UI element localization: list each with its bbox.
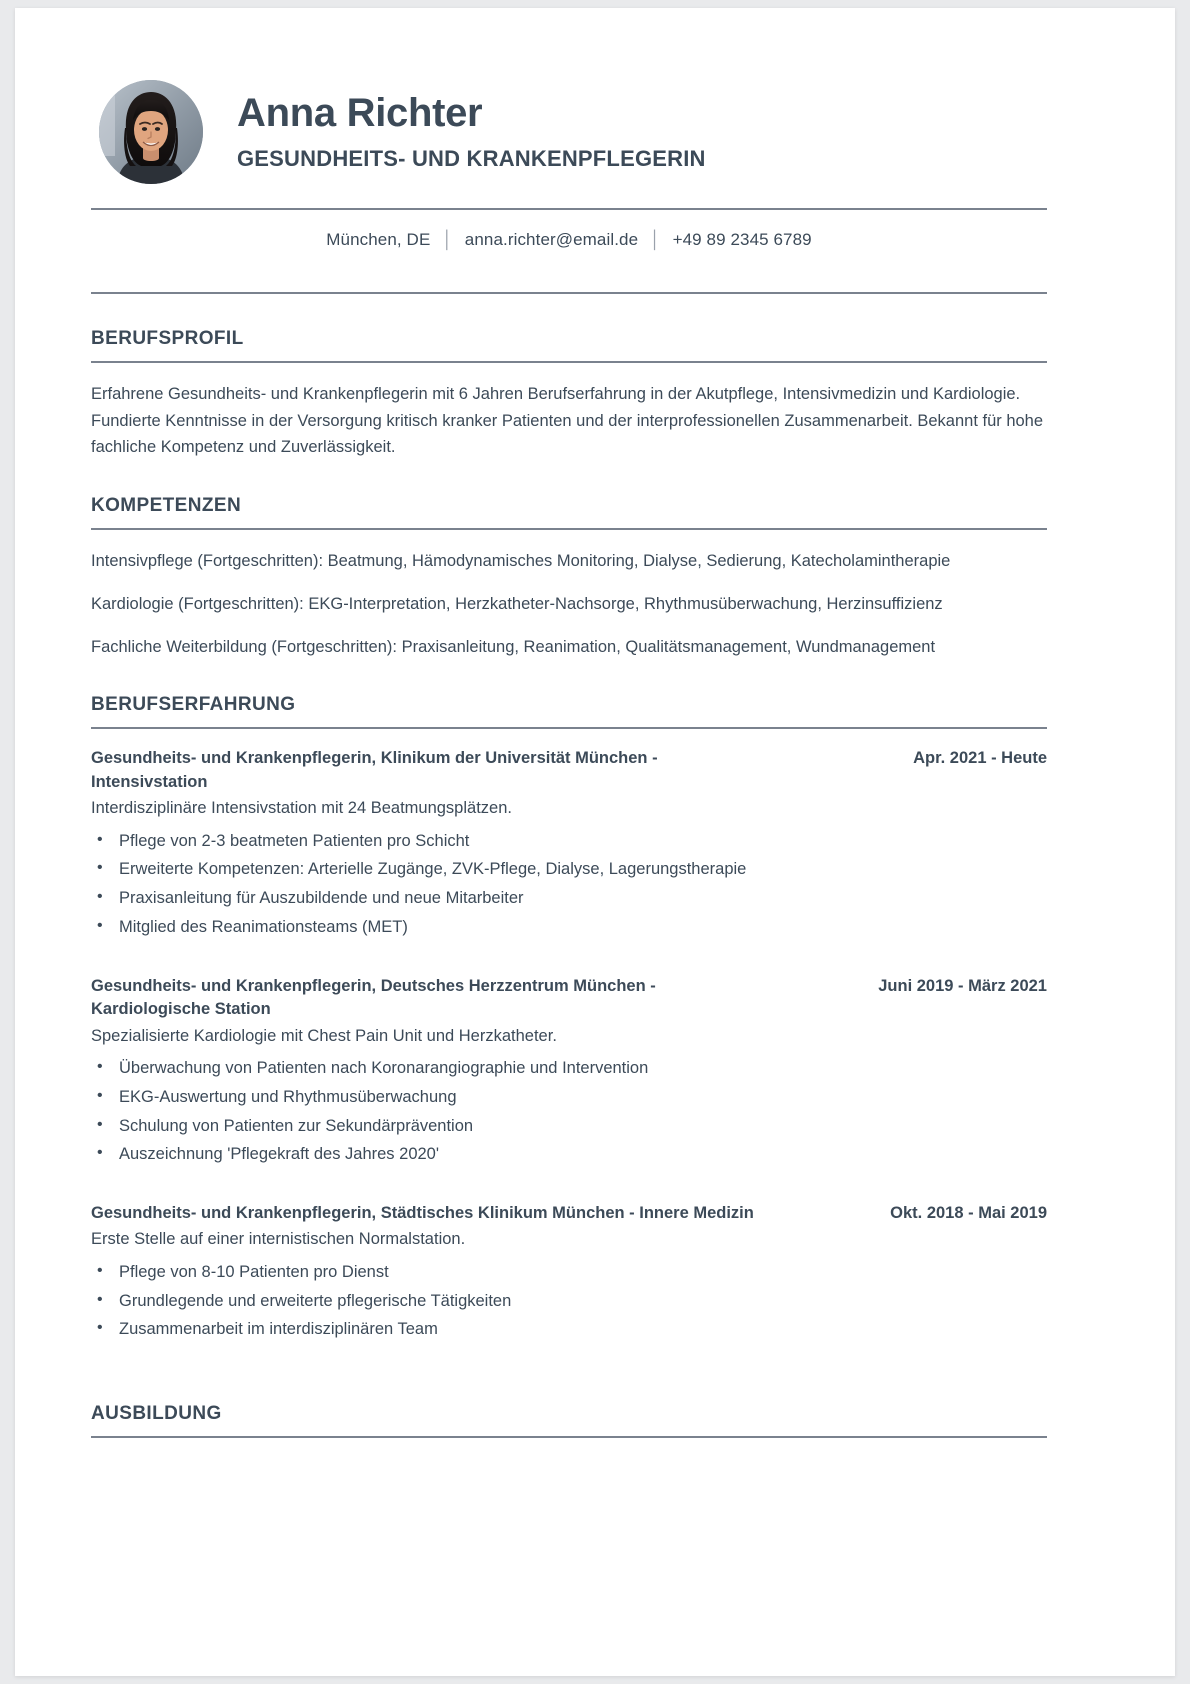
list-item bbox=[91, 915, 1047, 941]
bullet-icon: • bbox=[97, 916, 103, 934]
bullet-icon: • bbox=[97, 830, 103, 848]
bullet-icon: • bbox=[97, 888, 103, 906]
experience-dates: Okt. 2018 - Mai 2019 bbox=[890, 1204, 1047, 1222]
experience-description: Spezialisierte Kardiologie mit Chest Pain Unit und Herzkatheter. bbox=[91, 1026, 557, 1045]
experience-bullets bbox=[91, 1056, 1047, 1168]
list-item-text: EKG-Auswertung und Rhythmusüberwachung bbox=[119, 1087, 457, 1106]
experience-description: Interdisziplinäre Intensivstation mit 24 Beatmungsplätzen. bbox=[91, 799, 512, 818]
avatar bbox=[99, 80, 203, 184]
experience-bullets bbox=[91, 1260, 1047, 1343]
contact-location: München, DE bbox=[326, 230, 431, 249]
list-item-text: Auszeichnung 'Pflegekraft des Jahres 2020' bbox=[119, 1145, 440, 1164]
contact-separator-2: │ bbox=[650, 230, 661, 249]
list-item-text: Mitglied des Reanimationsteams (MET) bbox=[119, 917, 408, 936]
section-title-experience: BERUFSERFAHRUNG bbox=[91, 694, 296, 716]
list-item-text: Grundlegende und erweiterte pflegerische Tätigkeiten bbox=[119, 1291, 512, 1310]
resume-header bbox=[91, 80, 1047, 184]
contact-line bbox=[91, 210, 1047, 268]
experience-entry bbox=[91, 1202, 1047, 1343]
experience-entry-header bbox=[91, 1202, 1047, 1225]
skill-item: Intensivpflege (Fortgeschritten): Beatmung, Hämodynamisches Monitoring, Dialyse, Sedierung, Katecholamintherapie bbox=[91, 552, 951, 571]
resume-page bbox=[15, 8, 1175, 1676]
bullet-icon: • bbox=[97, 859, 103, 877]
list-item bbox=[91, 1056, 1047, 1082]
experience-role: Gesundheits- und Krankenpflegerin, Städtisches Klinikum München - Innere Medizin bbox=[91, 1204, 754, 1222]
experience-role: Gesundheits- und Krankenpflegerin, Deutsches Herzzentrum München - Kardiologische Station bbox=[91, 976, 656, 1019]
profile-text: Erfahrene Gesundheits- und Krankenpflegerin mit 6 Jahren Berufserfahrung in der Akutpflege, Intensivmedizin und Kardiologie. Fundierte Kenntnisse in der Versorgung kritisch kranker Patienten und der interprofessionellen Zusammenarbeit. Bekannt für hohe fachliche Kompetenz und Zuverlässigkeit. bbox=[91, 385, 1044, 457]
list-item-text: Praxisanleitung für Auszubildende und neue Mitarbeiter bbox=[119, 889, 524, 908]
list-item-text: Überwachung von Patienten nach Koronarangiographie und Intervention bbox=[119, 1059, 649, 1078]
list-item bbox=[91, 1289, 1047, 1315]
section-body-profile bbox=[91, 363, 1047, 461]
contact-phone[interactable]: +49 89 2345 6789 bbox=[672, 230, 812, 249]
bullet-icon: • bbox=[97, 1144, 103, 1162]
list-item-text: Erweiterte Kompetenzen: Arterielle Zugänge, ZVK-Pflege, Dialyse, Lagerungstherapie bbox=[119, 860, 747, 879]
experience-entry-header bbox=[91, 747, 1047, 794]
section-profile bbox=[91, 328, 1047, 461]
list-item bbox=[91, 1142, 1047, 1168]
list-item bbox=[91, 886, 1047, 912]
bullet-icon: • bbox=[97, 1319, 103, 1337]
contact-email[interactable]: anna.richter@email.de bbox=[464, 230, 639, 249]
section-education bbox=[91, 1403, 1047, 1438]
profile-photo-icon bbox=[99, 80, 203, 184]
experience-entry bbox=[91, 975, 1047, 1168]
bullet-icon: • bbox=[97, 1261, 103, 1279]
experience-role: Gesundheits- und Krankenpflegerin, Klinikum der Universität München - Intensivstation bbox=[91, 749, 658, 791]
experience-entry bbox=[91, 747, 1047, 940]
list-item-text: Pflege von 8-10 Patienten pro Dienst bbox=[119, 1262, 389, 1281]
bullet-icon: • bbox=[97, 1086, 103, 1104]
identity-block bbox=[237, 90, 706, 174]
list-item bbox=[91, 1260, 1047, 1286]
experience-entry-header bbox=[91, 975, 1047, 1022]
list-item bbox=[91, 1317, 1047, 1343]
bullet-icon: • bbox=[97, 1058, 103, 1076]
list-item bbox=[91, 1085, 1047, 1111]
list-item-text: Schulung von Patienten zur Sekundärprävention bbox=[119, 1116, 474, 1135]
experience-dates: Juni 2019 - März 2021 bbox=[878, 976, 1047, 995]
section-body-experience bbox=[91, 729, 1047, 1343]
skill-item: Fachliche Weiterbildung (Fortgeschritten): Praxisanleitung, Reanimation, Qualitätsmanagement, Wundmanagement bbox=[91, 637, 936, 656]
contact-separator-1: │ bbox=[442, 230, 453, 249]
experience-description: Erste Stelle auf einer internistischen Normalstation. bbox=[91, 1230, 466, 1249]
section-body-skills bbox=[91, 530, 1047, 660]
skill-item: Kardiologie (Fortgeschritten): EKG-Interpretation, Herzkatheter-Nachsorge, Rhythmusüberwachung, Herzinsuffizienz bbox=[91, 594, 943, 613]
list-item bbox=[91, 1114, 1047, 1140]
section-divider-education bbox=[91, 1436, 1047, 1438]
bullet-icon: • bbox=[97, 1290, 103, 1308]
bullet-icon: • bbox=[97, 1115, 103, 1133]
experience-bullets bbox=[91, 829, 1047, 941]
experience-dates: Apr. 2021 - Heute bbox=[913, 749, 1047, 768]
contact-divider bbox=[91, 292, 1047, 294]
section-title-profile: BERUFSPROFIL bbox=[91, 328, 244, 349]
list-item-text: Zusammenarbeit im interdisziplinären Team bbox=[119, 1320, 438, 1339]
page-title: Anna Richter bbox=[237, 91, 483, 135]
section-title-skills: KOMPETENZEN bbox=[91, 495, 242, 517]
list-item bbox=[91, 829, 1047, 855]
list-item bbox=[91, 857, 1047, 883]
list-item-text: Pflege von 2-3 beatmeten Patienten pro Schicht bbox=[119, 831, 470, 850]
section-experience bbox=[91, 694, 1047, 1343]
section-skills bbox=[91, 495, 1047, 660]
section-title-education: AUSBILDUNG bbox=[91, 1403, 222, 1425]
professional-title: GESUNDHEITS- UND KRANKENPFLEGERIN bbox=[237, 146, 706, 171]
